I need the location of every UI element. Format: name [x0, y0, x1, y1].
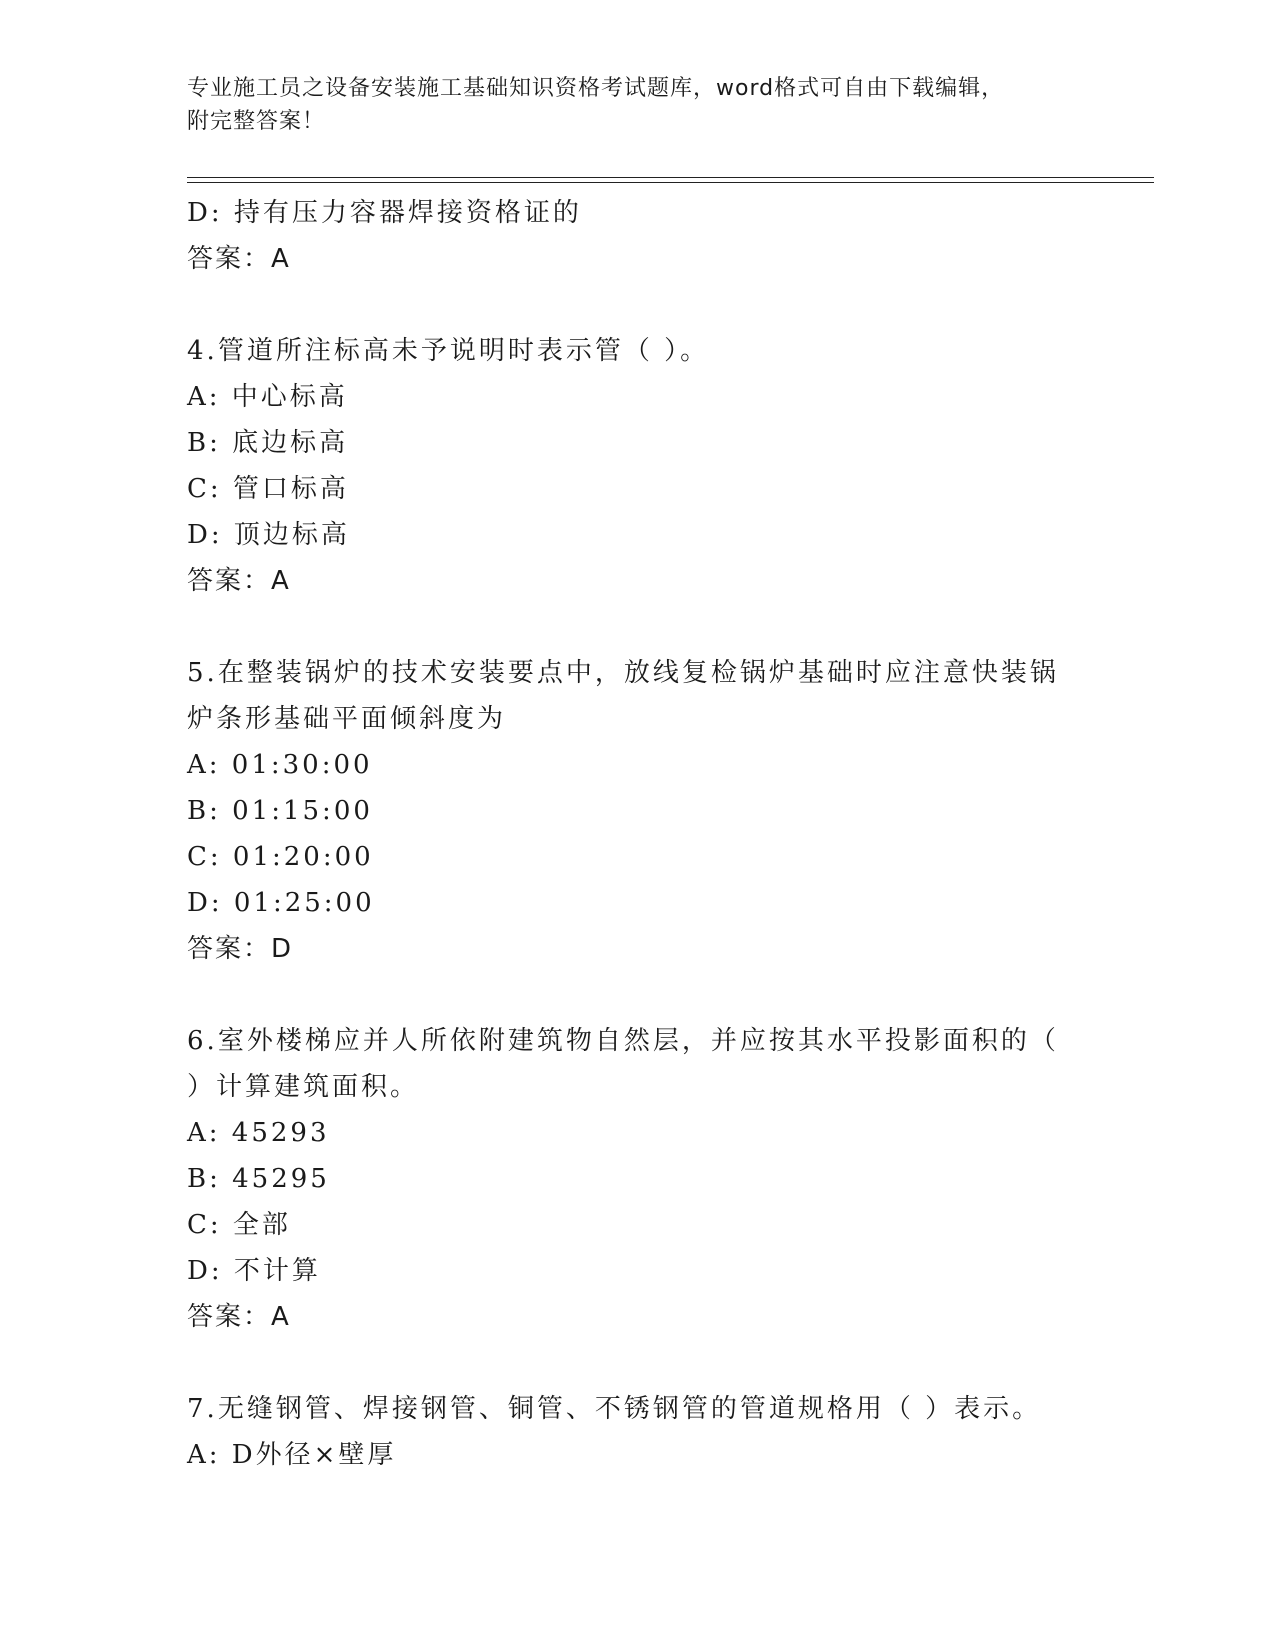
question-6 — [187, 1018, 1067, 1340]
option-c: C: 01:20:00 — [187, 842, 374, 872]
option-c: C: 管口标高 — [187, 474, 349, 504]
header-divider-top — [187, 177, 1154, 178]
question-list — [187, 190, 1067, 1478]
option-d: D: 持有压力容器焊接资格证的 — [187, 198, 582, 228]
question-number: 7. — [187, 1394, 218, 1424]
question-5 — [187, 650, 1067, 972]
document-header — [187, 72, 1087, 138]
question-text: 5.在整装锅炉的技术安装要点中，放线复检锅炉基础时应注意快装锅 — [187, 658, 1059, 688]
option-a: A: 45293 — [187, 1118, 330, 1148]
answer-line: 答案：D — [187, 934, 294, 964]
question-number: 4. — [187, 336, 218, 366]
option-a: A: 01:30:00 — [187, 750, 373, 780]
option-a: A: D外径×壁厚 — [187, 1440, 397, 1470]
header-line-2: 附完整答案！ — [187, 109, 326, 134]
question-text-continued: ）计算建筑面积。 — [187, 1072, 420, 1102]
option-b: B: 45295 — [187, 1164, 330, 1194]
header-divider-bottom — [187, 182, 1154, 183]
option-b: B: 01:15:00 — [187, 796, 373, 826]
option-a: A: 中心标高 — [187, 382, 348, 412]
answer-line: 答案：A — [187, 566, 291, 596]
header-line-1: 专业施工员之设备安装施工基础知识资格考试题库，word格式可自由下载编辑， — [187, 76, 1005, 101]
question-4 — [187, 328, 1067, 604]
answer-line: 答案：A — [187, 1302, 291, 1332]
question-text-continued: 炉条形基础平面倾斜度为 — [187, 704, 507, 734]
question-text: 4.管道所注标高未予说明时表示管（ ）。 — [187, 336, 710, 366]
question-number: 6. — [187, 1026, 218, 1056]
question-number: 5. — [187, 658, 218, 688]
option-d: D: 顶边标高 — [187, 520, 350, 550]
question-text: 7.无缝钢管、焊接钢管、铜管、不锈钢管的管道规格用（ ）表示。 — [187, 1394, 1042, 1424]
answer-line: 答案：A — [187, 244, 291, 274]
option-d: D: 01:25:00 — [187, 888, 375, 918]
question-7 — [187, 1386, 1067, 1478]
question-text: 6.室外楼梯应并人所依附建筑物自然层，并应按其水平投影面积的（ — [187, 1026, 1059, 1056]
option-c: C: 全部 — [187, 1210, 291, 1240]
option-d: D: 不计算 — [187, 1256, 321, 1286]
option-b: B: 底边标高 — [187, 428, 349, 458]
